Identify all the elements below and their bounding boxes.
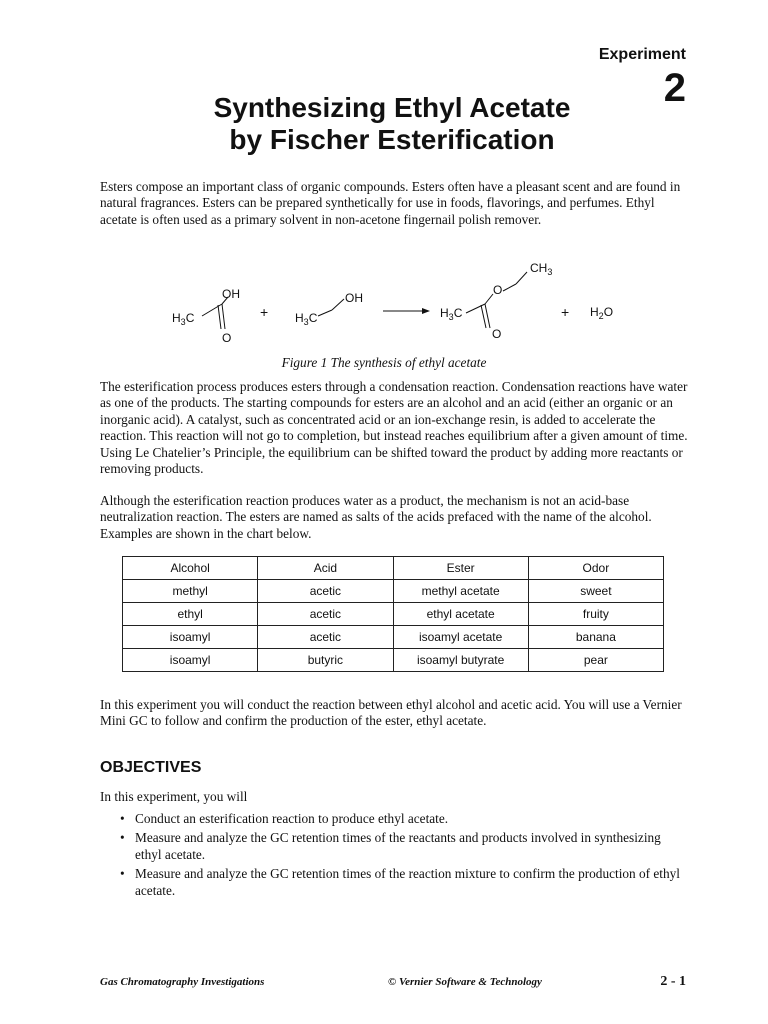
objectives-heading: OBJECTIVES	[100, 759, 202, 776]
bond-line	[516, 272, 527, 284]
ester-o-label: O	[493, 283, 503, 297]
list-item-text: Measure and analyze the GC retention times of the reaction mixture to confirm the production of ethyl acetate.	[135, 866, 680, 898]
objectives-list	[100, 811, 690, 902]
table-header-cell: Odor	[528, 557, 663, 580]
bond-line	[481, 305, 486, 328]
table-cell: banana	[528, 626, 663, 649]
list-item-text: Measure and analyze the GC retention times of the reactants and products involved in synthesizing ethyl acetate.	[135, 830, 661, 862]
table-cell: ethyl	[123, 603, 258, 626]
experiment-label: Experiment	[598, 46, 686, 63]
table-header-row	[123, 557, 664, 580]
bond-line	[218, 305, 221, 329]
oh-label: OH	[222, 287, 240, 301]
experiment-number: 2	[663, 66, 686, 110]
h3c-label: $H_3C$	[295, 311, 318, 327]
reaction-figure	[160, 254, 630, 350]
bullet-icon: •	[120, 866, 125, 882]
table-cell: butyric	[258, 649, 393, 672]
title-line-1: Synthesizing Ethyl Acetate	[213, 92, 571, 123]
plus-sign: +	[260, 304, 269, 320]
table-cell: acetic	[258, 603, 393, 626]
table-row	[123, 580, 664, 603]
list-item	[100, 811, 690, 827]
h3c-label: $H_3C$	[440, 306, 463, 322]
table-cell: acetic	[258, 626, 393, 649]
title-line-2: by Fischer Esterification	[229, 124, 555, 155]
carbonyl-o-label: O	[222, 331, 232, 345]
bullet-icon: •	[120, 830, 125, 846]
table-row	[123, 626, 664, 649]
paragraph-experiment: In this experiment you will conduct the reaction between ethyl alcohol and acetic acid. You will use a Vernier Mini GC to follow and confirm the production of the ester, ethyl acetate.	[100, 697, 682, 729]
footer-copyright: © Vernier Software & Technology	[388, 976, 542, 988]
table-cell: isoamyl	[123, 626, 258, 649]
ester-table	[122, 556, 664, 672]
table-row	[123, 649, 664, 672]
table-row	[123, 603, 664, 626]
figure-caption: Figure 1 The synthesis of ethyl acetate	[281, 355, 487, 370]
bond-line	[222, 304, 225, 329]
bond-line	[332, 299, 344, 310]
table-cell: pear	[528, 649, 663, 672]
water-label: $H_2O$	[590, 305, 614, 321]
table-cell: isoamyl	[123, 649, 258, 672]
table-header-cell: Ester	[393, 557, 528, 580]
list-item	[100, 830, 690, 863]
table-header-cell: Alcohol	[123, 557, 258, 580]
page-title	[160, 92, 624, 156]
bond-line	[318, 310, 332, 316]
plus-sign: +	[561, 304, 570, 320]
carbonyl-o-label: O	[492, 327, 502, 341]
table-cell: methyl acetate	[393, 580, 528, 603]
intro-paragraph: Esters compose an important class of organic compounds. Esters often have a pleasant scent and are found in natural fragrances. Esters can be prepared synthetically for use in foods, flavorings, and perfumes. Ethyl acetate is often used as a primary solvent in non-acetone fingernail polish remover.	[100, 179, 681, 227]
paragraph-esterification: The esterification process produces esters through a condensation reaction. Condensation reactions have water as one of the products. The starting compounds for esters are an alcohol and an acid (either an organic or an inorganic acid). A catalyst, such as concentrated acid or an ion-exchange resin, is added to accelerate the reaction. This reaction will not go to completion, but instead reaches equilibrium after a given amount of time. Using Le Chatelier’s Principle, the equilibrium can be shifted toward the product by adding more reactants or removing products.	[100, 379, 688, 477]
table-cell: sweet	[528, 580, 663, 603]
paragraph-mechanism: Although the esterification reaction produces water as a product, the mechanism is not an acid-base neutralization reaction. The esters are named as salts of the acids prefaced with the name of the alcohol. Examples are shown in the chart below.	[100, 493, 652, 541]
ch3-label: $CH_3$	[530, 261, 553, 277]
arrow-head	[422, 308, 430, 314]
table-cell: isoamyl butyrate	[393, 649, 528, 672]
footer-book-title: Gas Chromatography Investigations	[100, 976, 265, 988]
bond-line	[503, 284, 516, 291]
list-item	[100, 866, 690, 899]
bond-line	[485, 304, 490, 328]
oh-label: OH	[345, 291, 363, 305]
objectives-intro: In this experiment, you will	[100, 789, 248, 804]
table-cell: fruity	[528, 603, 663, 626]
table-header-cell: Acid	[258, 557, 393, 580]
table-cell: ethyl acetate	[393, 603, 528, 626]
page-number: 2 - 1	[660, 974, 686, 989]
h3c-label: $H_3C$	[172, 311, 195, 327]
bond-line	[485, 294, 493, 304]
table-cell: methyl	[123, 580, 258, 603]
list-item-text: Conduct an esterification reaction to produce ethyl acetate.	[135, 811, 449, 826]
bullet-icon: •	[120, 811, 125, 826]
table-cell: isoamyl acetate	[393, 626, 528, 649]
table-cell: acetic	[258, 580, 393, 603]
